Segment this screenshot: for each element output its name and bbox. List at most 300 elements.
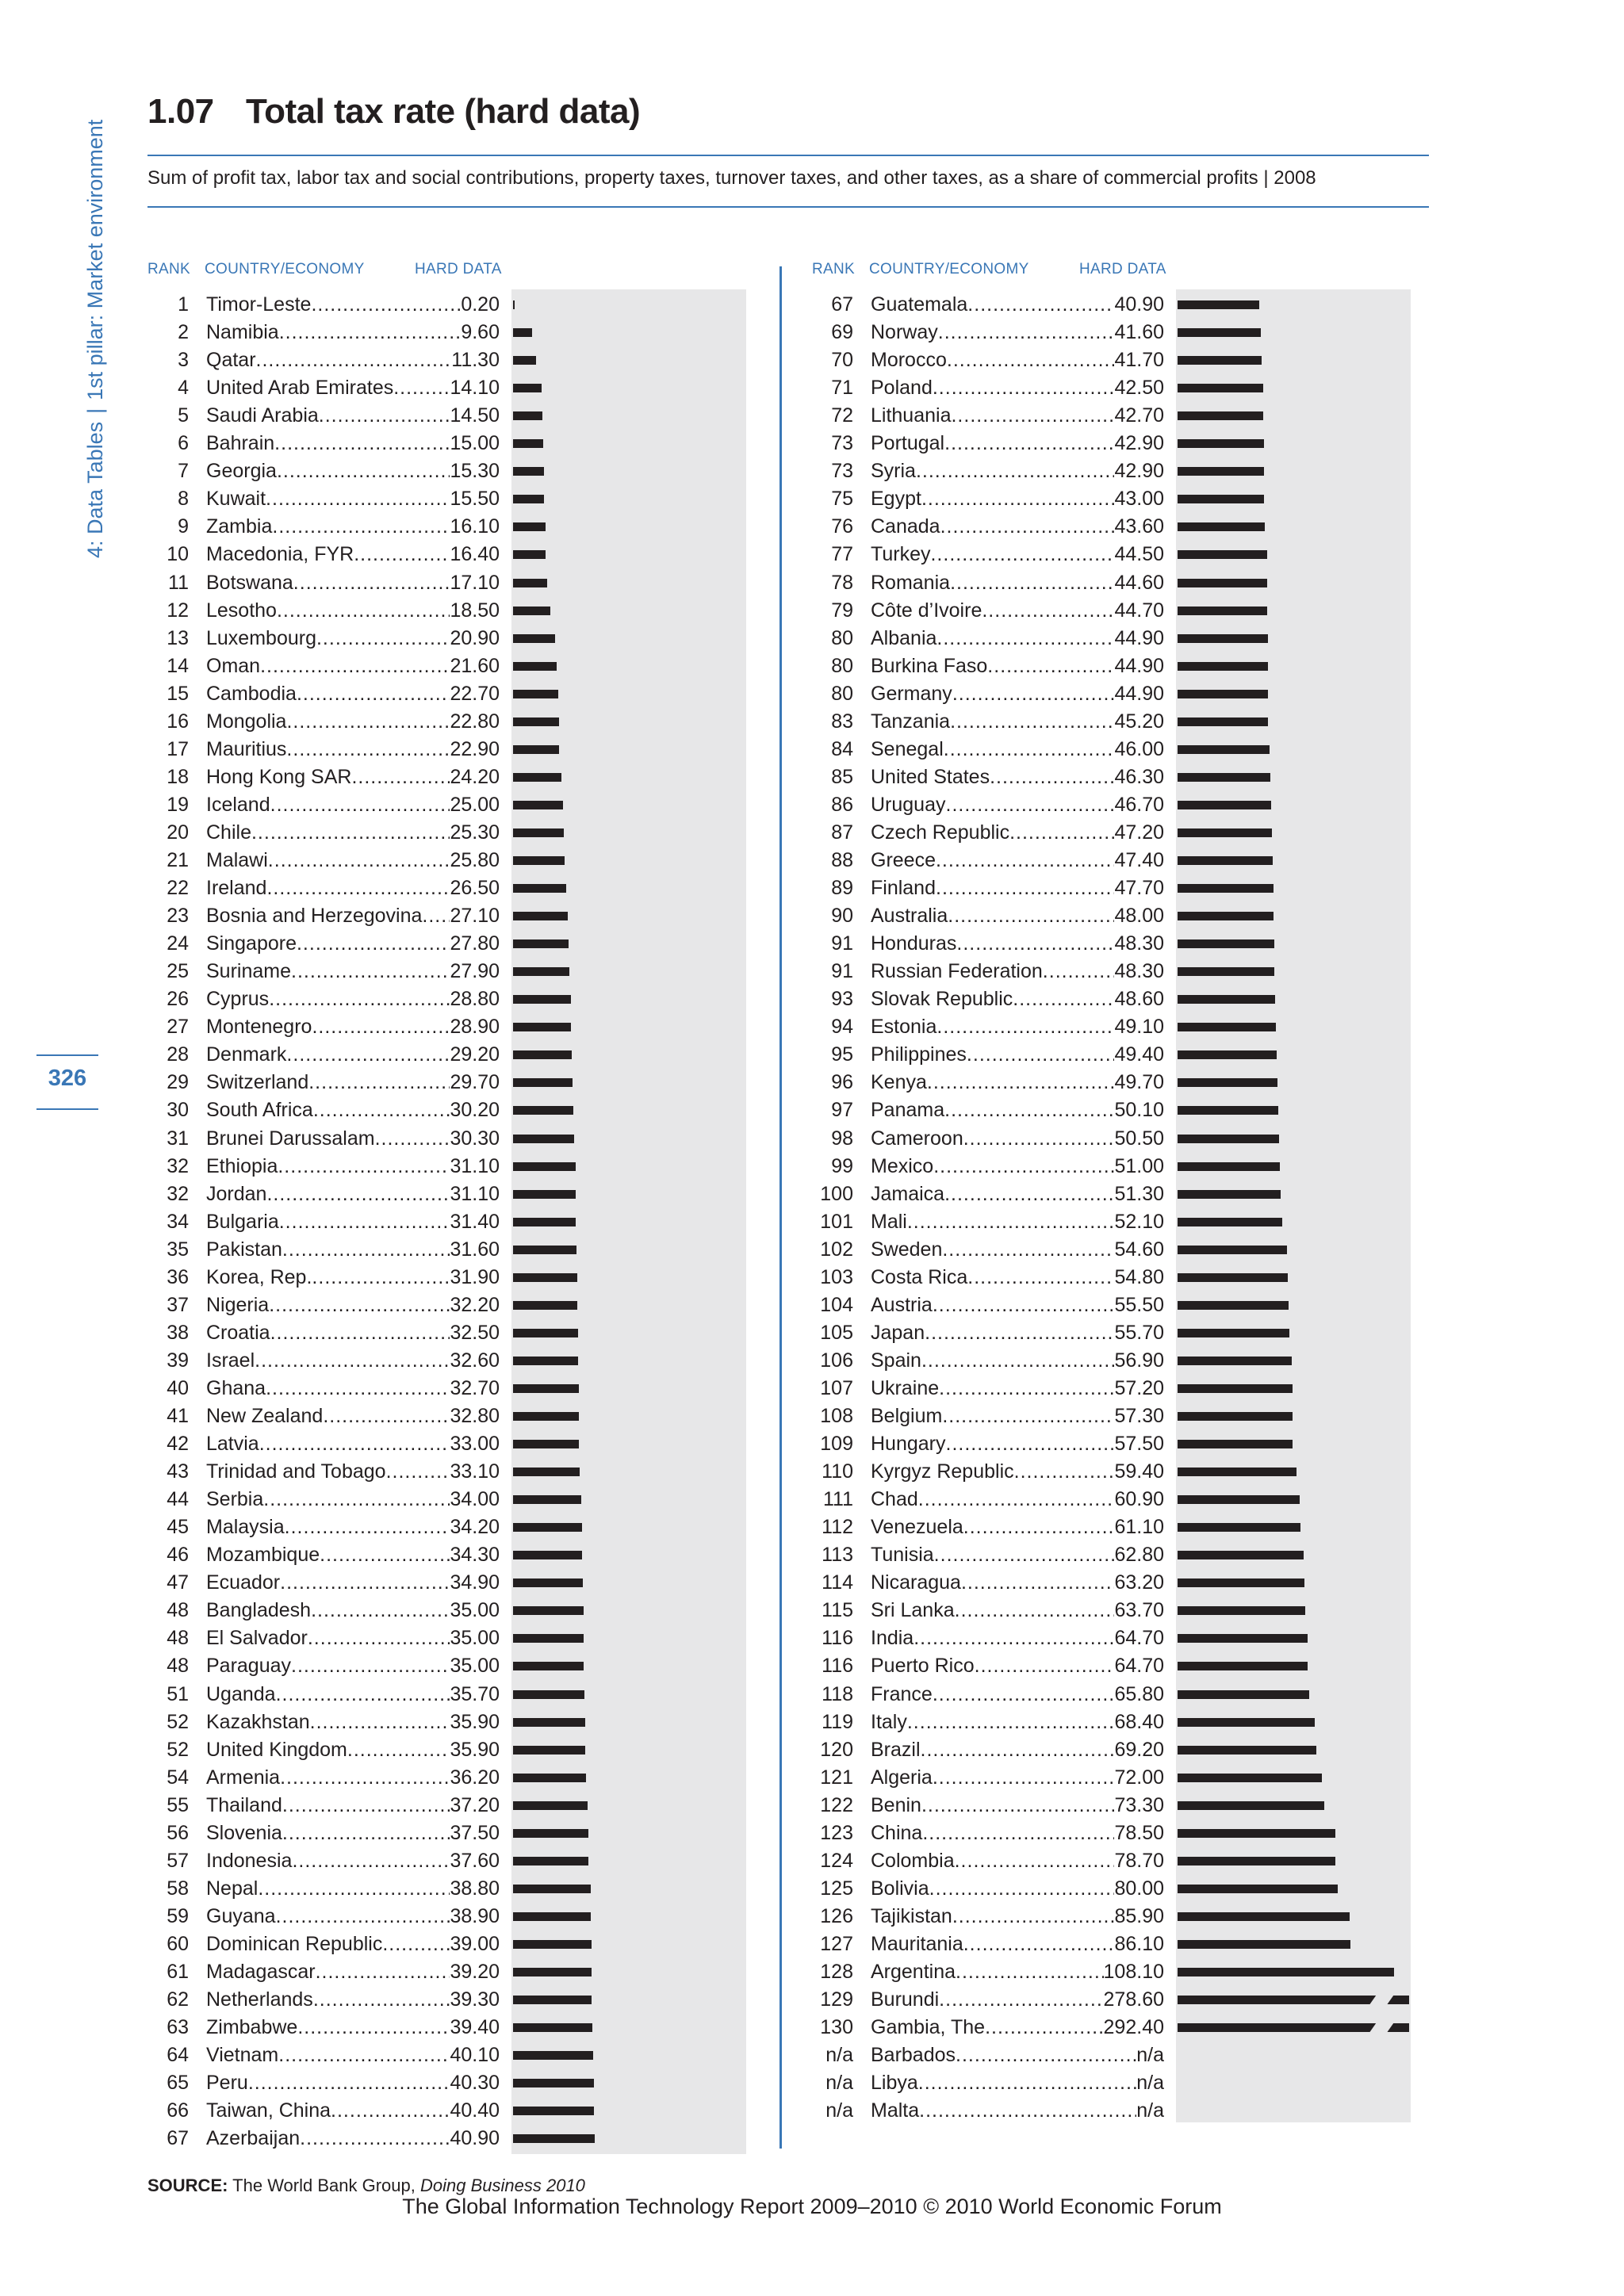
- country-name: Taiwan, China: [206, 2099, 331, 2122]
- rank-cell: 63: [167, 2016, 189, 2039]
- country-value-cell: [871, 680, 1164, 708]
- value-bar: [513, 439, 543, 448]
- value-bar: [513, 1050, 572, 1059]
- value-bar: [1178, 522, 1265, 531]
- country-value-cell: [206, 1764, 500, 1792]
- leader-dots: [248, 2069, 450, 2097]
- hard-data-value: 40.90: [1114, 293, 1164, 316]
- country-value-cell: [871, 1986, 1164, 2014]
- leader-dots: [266, 1375, 450, 1402]
- country-name: Greece: [871, 849, 936, 871]
- value-bar: [1178, 634, 1268, 643]
- hard-data-value: 42.70: [1114, 404, 1164, 427]
- country-name: Guatemala: [871, 293, 968, 316]
- country-value-cell: [871, 1931, 1164, 1958]
- hard-data-value: 27.80: [450, 932, 500, 955]
- value-bar: [513, 828, 564, 837]
- hard-data-value: 33.00: [450, 1433, 500, 1456]
- country-value-cell: [206, 1458, 500, 1486]
- value-bar: [1178, 1523, 1300, 1532]
- table-subtitle: Sum of profit tax, labor tax and social contributions, property taxes, turnover taxes, and other taxes, as a share of commercial profits | 2008: [147, 167, 1316, 189]
- value-bar: [513, 1412, 579, 1421]
- country-value-cell: [206, 1236, 500, 1264]
- country-value-cell: [871, 1319, 1164, 1347]
- value-bar: [513, 2134, 595, 2143]
- rank-cell: 27: [167, 1016, 189, 1039]
- value-bar: [513, 1968, 592, 1976]
- hard-data-value: 54.80: [1114, 1265, 1164, 1288]
- country-value-cell: [871, 736, 1164, 763]
- country-value-cell: [871, 457, 1164, 485]
- value-bar: [1178, 467, 1264, 476]
- source-title: Doing Business 2010: [420, 2175, 585, 2195]
- hard-data-value: 39.40: [450, 2016, 500, 2039]
- value-bar: [1178, 1774, 1322, 1782]
- country-name: Kazakhstan: [206, 1710, 310, 1733]
- hard-data-value: 40.10: [450, 2044, 500, 2067]
- hard-data-value: 44.90: [1114, 626, 1164, 649]
- hard-data-value: 28.90: [450, 1016, 500, 1039]
- value-bar: [1178, 1495, 1300, 1504]
- country-value-cell: [871, 1181, 1164, 1208]
- hard-data-value: 39.30: [450, 1988, 500, 2011]
- rank-cell: 19: [167, 793, 189, 816]
- page-title: [147, 92, 640, 132]
- leader-dots: [1013, 985, 1114, 1013]
- value-bar: [513, 718, 559, 726]
- hard-data-value: 22.90: [450, 737, 500, 760]
- hard-data-value: 57.30: [1114, 1405, 1164, 1427]
- value-bar: [1178, 550, 1267, 559]
- hard-data-value: 26.50: [450, 877, 500, 900]
- country-value-cell: [206, 402, 500, 430]
- hard-data-value: 16.40: [450, 543, 500, 566]
- rank-cell: 107: [820, 1376, 853, 1399]
- rank-cell: 67: [831, 293, 853, 316]
- leader-dots: [316, 1958, 450, 1986]
- leader-dots: [251, 819, 450, 847]
- leader-dots: [323, 1402, 450, 1430]
- hard-data-value: 48.00: [1114, 905, 1164, 928]
- hard-data-value: 41.70: [1114, 349, 1164, 372]
- value-bar: [1178, 1468, 1297, 1476]
- country-value-cell: [871, 1292, 1164, 1319]
- right-value-header: HARD DATA: [1079, 261, 1166, 277]
- rank-cell: 32: [167, 1182, 189, 1205]
- rank-cell: 94: [831, 1016, 853, 1039]
- country-name: Latvia: [206, 1433, 259, 1456]
- leader-dots: [929, 1875, 1115, 1903]
- rank-cell: 67: [167, 2127, 189, 2150]
- value-bar: [1178, 579, 1267, 587]
- value-bar: [513, 522, 546, 531]
- hard-data-value: 25.30: [450, 821, 500, 844]
- country-value-cell: [206, 1181, 500, 1208]
- leader-dots: [956, 2042, 1136, 2069]
- country-name: Serbia: [206, 1488, 264, 1511]
- country-value-cell: [206, 457, 500, 485]
- rank-cell: 16: [167, 710, 189, 733]
- rank-cell: 9: [178, 515, 189, 538]
- country-name: Uganda: [206, 1682, 276, 1705]
- value-bar: [513, 1551, 582, 1559]
- value-bar: [513, 967, 569, 976]
- hard-data-value: 9.60: [461, 321, 500, 344]
- country-name: Burkina Faso: [871, 654, 988, 677]
- rank-cell: 102: [820, 1238, 853, 1261]
- value-bar: [513, 1885, 591, 1893]
- value-bar: [1178, 1940, 1350, 1949]
- rank-cell: 39: [167, 1349, 189, 1372]
- leader-dots: [934, 1541, 1115, 1569]
- country-name: Bosnia and Herzegovina: [206, 905, 423, 928]
- rank-cell: 11: [168, 571, 189, 594]
- country-name: Azerbaijan: [206, 2127, 301, 2150]
- country-value-cell: [871, 1347, 1164, 1375]
- leader-dots: [268, 847, 450, 874]
- leader-dots: [292, 1847, 450, 1875]
- leader-dots: [936, 874, 1114, 902]
- leader-dots: [985, 2014, 1103, 2042]
- rank-cell: 24: [167, 932, 189, 955]
- value-bar: [1178, 439, 1264, 448]
- country-name: Barbados: [871, 2044, 956, 2067]
- rank-cell: 110: [822, 1460, 853, 1483]
- leader-dots: [375, 1125, 450, 1153]
- country-value-cell: [206, 902, 500, 930]
- leader-dots: [939, 1375, 1114, 1402]
- hard-data-value: 27.90: [450, 960, 500, 983]
- hard-data-value: 30.30: [450, 1127, 500, 1150]
- country-value-cell: [206, 1652, 500, 1680]
- country-name: Kyrgyz Republic: [871, 1460, 1014, 1483]
- rank-cell: 31: [167, 1127, 189, 1150]
- rank-cell: 32: [167, 1154, 189, 1177]
- country-value-cell: [206, 1292, 500, 1319]
- hard-data-value: 78.50: [1114, 1821, 1164, 1844]
- hard-data-value: 278.60: [1103, 1988, 1164, 2011]
- value-bar: [513, 300, 515, 309]
- rank-cell: 13: [167, 626, 189, 649]
- value-bar: [513, 1190, 576, 1199]
- value-bar: [1178, 884, 1274, 893]
- country-value-cell: [206, 1041, 500, 1069]
- hard-data-value: 44.60: [1114, 571, 1164, 594]
- rank-cell: 26: [167, 988, 189, 1011]
- country-name: Romania: [871, 571, 951, 594]
- rank-cell: 17: [167, 737, 189, 760]
- country-value-cell: [871, 1208, 1164, 1236]
- value-bar: [513, 1357, 578, 1365]
- rank-cell: 61: [167, 1961, 189, 1983]
- hard-data-value: 14.50: [450, 404, 500, 427]
- hard-data-value: 22.80: [450, 710, 500, 733]
- rank-cell: 128: [820, 1961, 853, 1983]
- rank-cell: 23: [167, 905, 189, 928]
- country-value-cell: [206, 2097, 500, 2125]
- value-bar: [513, 1495, 581, 1504]
- country-value-cell: [871, 2069, 1164, 2097]
- country-value-cell: [206, 1208, 500, 1236]
- value-bar: [1178, 1218, 1282, 1226]
- country-value-cell: [871, 1013, 1164, 1041]
- country-name: Switzerland: [206, 1071, 309, 1094]
- country-name: Mauritius: [206, 737, 287, 760]
- country-value-cell: [871, 1681, 1164, 1709]
- rank-cell: 75: [831, 488, 853, 511]
- country-value-cell: [206, 430, 500, 457]
- leader-dots: [956, 930, 1114, 958]
- country-value-cell: [871, 1125, 1164, 1153]
- country-value-cell: [871, 1792, 1164, 1820]
- country-name: Poland: [871, 377, 933, 400]
- value-bar: [1178, 856, 1273, 865]
- rank-cell: 7: [178, 460, 189, 483]
- value-bar: [513, 2051, 593, 2060]
- value-bar: [1178, 1440, 1293, 1448]
- section-separator: |: [83, 408, 107, 414]
- rank-cell: 104: [820, 1293, 853, 1316]
- rank-cell: 62: [167, 1988, 189, 2011]
- value-bar: [513, 579, 547, 587]
- country-name: Finland: [871, 877, 936, 900]
- hard-data-value: 86.10: [1114, 1932, 1164, 1955]
- value-bar: [1178, 1357, 1292, 1365]
- country-name: Hong Kong SAR: [206, 765, 352, 788]
- value-bar: [513, 1940, 592, 1949]
- country-name: Tajikistan: [871, 1904, 952, 1927]
- hard-data-value: 49.40: [1114, 1043, 1164, 1066]
- country-value-cell: [871, 1541, 1164, 1569]
- rank-cell: 3: [178, 349, 189, 372]
- country-name: Oman: [206, 654, 261, 677]
- leader-dots: [278, 2042, 450, 2069]
- country-name: Ecuador: [206, 1571, 281, 1594]
- value-bar: [1178, 384, 1263, 392]
- leader-dots: [297, 930, 450, 958]
- leader-dots: [942, 1402, 1114, 1430]
- rank-cell: n/a: [825, 2099, 853, 2122]
- country-name: Colombia: [871, 1849, 955, 1872]
- leader-dots: [266, 485, 450, 513]
- rank-cell: 105: [820, 1321, 853, 1344]
- country-name: Venezuela: [871, 1516, 963, 1539]
- country-value-cell: [871, 819, 1164, 847]
- leader-dots: [946, 1430, 1115, 1458]
- country-name: Namibia: [206, 321, 279, 344]
- leader-dots: [921, 1792, 1114, 1820]
- rank-cell: 48: [167, 1627, 189, 1650]
- left-country-header: COUNTRY/ECONOMY: [205, 261, 365, 277]
- leader-dots: [266, 1181, 450, 1208]
- country-name: Japan: [871, 1321, 925, 1344]
- hard-data-value: 39.00: [450, 1932, 500, 1955]
- rank-cell: 52: [167, 1710, 189, 1733]
- leader-dots: [950, 569, 1114, 597]
- country-name: India: [871, 1627, 914, 1650]
- value-bar: [513, 662, 557, 671]
- country-name: Chad: [871, 1488, 918, 1511]
- value-bar: [513, 995, 571, 1004]
- hard-data-value: 29.70: [450, 1071, 500, 1094]
- rank-cell: 116: [822, 1655, 853, 1678]
- country-name: Côte d’Ivoire: [871, 599, 982, 622]
- hard-data-value: 48.30: [1114, 932, 1164, 955]
- country-value-cell: [206, 1597, 500, 1624]
- leader-dots: [280, 1569, 450, 1597]
- country-value-cell: [871, 1958, 1164, 1986]
- country-value-cell: [206, 1709, 500, 1736]
- hard-data-value: 34.00: [450, 1488, 500, 1511]
- hard-data-value: 14.10: [450, 377, 500, 400]
- value-bar: [513, 634, 555, 643]
- country-name: Brunei Darussalam: [206, 1127, 375, 1150]
- hard-data-value: 48.60: [1114, 988, 1164, 1011]
- leader-dots: [938, 319, 1115, 346]
- value-bar: [1178, 495, 1264, 503]
- leader-dots: [282, 1820, 450, 1847]
- country-value-cell: [206, 2042, 500, 2069]
- hard-data-value: 72.00: [1114, 1766, 1164, 1789]
- country-value-cell: [871, 902, 1164, 930]
- hard-data-value: 18.50: [450, 599, 500, 622]
- value-bar: [513, 1301, 577, 1310]
- country-name: Slovenia: [206, 1821, 282, 1844]
- country-name: New Zealand: [206, 1405, 324, 1427]
- leader-dots: [930, 541, 1114, 568]
- country-name: Brazil: [871, 1738, 921, 1761]
- rank-cell: 64: [167, 2044, 189, 2067]
- country-name: Saudi Arabia: [206, 404, 319, 427]
- country-value-cell: [206, 1541, 500, 1569]
- hard-data-value: 80.00: [1114, 1877, 1164, 1900]
- rank-cell: n/a: [825, 2072, 853, 2095]
- rank-cell: 58: [167, 1877, 189, 1900]
- hard-data-value: 37.60: [450, 1849, 500, 1872]
- value-bar: [513, 1329, 578, 1337]
- rank-cell: 97: [831, 1099, 853, 1122]
- leader-dots: [944, 430, 1114, 457]
- rank-cell: 106: [820, 1349, 853, 1372]
- hard-data-value: 44.70: [1114, 599, 1164, 622]
- country-value-cell: [206, 1125, 500, 1153]
- rank-cell: 51: [167, 1682, 189, 1705]
- leader-dots: [919, 2097, 1136, 2125]
- leader-dots: [270, 791, 450, 819]
- country-value-cell: [871, 2042, 1164, 2069]
- leader-dots: [947, 346, 1115, 374]
- country-name: Panama: [871, 1099, 945, 1122]
- country-value-cell: [206, 1681, 500, 1709]
- leader-dots: [276, 1903, 450, 1931]
- rank-cell: 37: [167, 1293, 189, 1316]
- hard-data-value: 29.20: [450, 1043, 500, 1066]
- rank-cell: 84: [831, 737, 853, 760]
- country-name: Morocco: [871, 349, 947, 372]
- value-bar: [1178, 1718, 1315, 1727]
- country-value-cell: [206, 319, 500, 346]
- country-name: Austria: [871, 1293, 933, 1316]
- leader-dots: [933, 1292, 1115, 1319]
- country-name: China: [871, 1821, 923, 1844]
- page-footer: The Global Information Technology Report 2009–2010 © 2010 World Economic Forum: [402, 2195, 1222, 2218]
- value-bar: [1178, 1690, 1309, 1699]
- rank-cell: 77: [831, 543, 853, 566]
- value-bar: [1178, 939, 1274, 948]
- left-rank-header: RANK: [147, 261, 190, 277]
- hard-data-value: 31.40: [450, 1210, 500, 1233]
- country-value-cell: [206, 1847, 500, 1875]
- rank-cell: 38: [167, 1321, 189, 1344]
- country-value-cell: [206, 1958, 500, 1986]
- leader-dots: [939, 1986, 1103, 2014]
- leader-dots: [967, 291, 1114, 319]
- country-name: Albania: [871, 626, 937, 649]
- leader-dots: [312, 1264, 450, 1292]
- hard-data-value: 78.70: [1114, 1849, 1164, 1872]
- country-value-cell: [871, 569, 1164, 597]
- country-name: Benin: [871, 1793, 921, 1816]
- country-name: Croatia: [206, 1321, 270, 1344]
- hard-data-value: 61.10: [1114, 1516, 1164, 1539]
- rank-cell: 56: [167, 1821, 189, 1844]
- value-bar: [513, 1996, 592, 2004]
- country-name: El Salvador: [206, 1627, 308, 1650]
- hard-data-value: 25.00: [450, 793, 500, 816]
- rank-cell: 44: [167, 1488, 189, 1511]
- value-bar: [513, 1912, 591, 1921]
- country-value-cell: [206, 1402, 500, 1430]
- hard-data-value: 69.20: [1114, 1738, 1164, 1761]
- value-bar: [513, 411, 542, 420]
- value-bar: [1178, 1050, 1277, 1059]
- country-value-cell: [871, 791, 1164, 819]
- rank-cell: 72: [831, 404, 853, 427]
- country-name: Malaysia: [206, 1516, 285, 1539]
- leader-dots: [259, 1430, 450, 1458]
- hard-data-value: 54.60: [1114, 1238, 1164, 1261]
- country-name: Luxembourg: [206, 626, 316, 649]
- country-value-cell: [871, 430, 1164, 457]
- hard-data-value: 16.10: [450, 515, 500, 538]
- country-name: Turkey: [871, 543, 931, 566]
- leader-dots: [297, 680, 450, 708]
- value-bar: [1178, 1412, 1293, 1421]
- leader-dots: [279, 1208, 450, 1236]
- country-name: Iceland: [206, 793, 270, 816]
- source-text: The World Bank Group,: [232, 2175, 416, 2195]
- hard-data-value: 49.70: [1114, 1071, 1164, 1094]
- leader-dots: [354, 541, 450, 568]
- country-name: Argentina: [871, 1961, 956, 1983]
- value-bar: [1178, 662, 1268, 671]
- leader-dots: [316, 625, 450, 652]
- leader-dots: [277, 457, 450, 485]
- country-name: Russian Federation: [871, 960, 1043, 983]
- country-value-cell: [206, 930, 500, 958]
- country-name: Trinidad and Tobago: [206, 1460, 386, 1483]
- country-value-cell: [206, 485, 500, 513]
- country-value-cell: [206, 680, 500, 708]
- rank-cell: 70: [831, 349, 853, 372]
- country-value-cell: [871, 1486, 1164, 1513]
- right-rank-header: RANK: [812, 261, 855, 277]
- leader-dots: [942, 1236, 1114, 1264]
- rank-cell: 122: [820, 1793, 853, 1816]
- value-bar: [1178, 1746, 1316, 1755]
- country-name: Gambia, The: [871, 2016, 986, 2039]
- country-value-cell: [206, 625, 500, 652]
